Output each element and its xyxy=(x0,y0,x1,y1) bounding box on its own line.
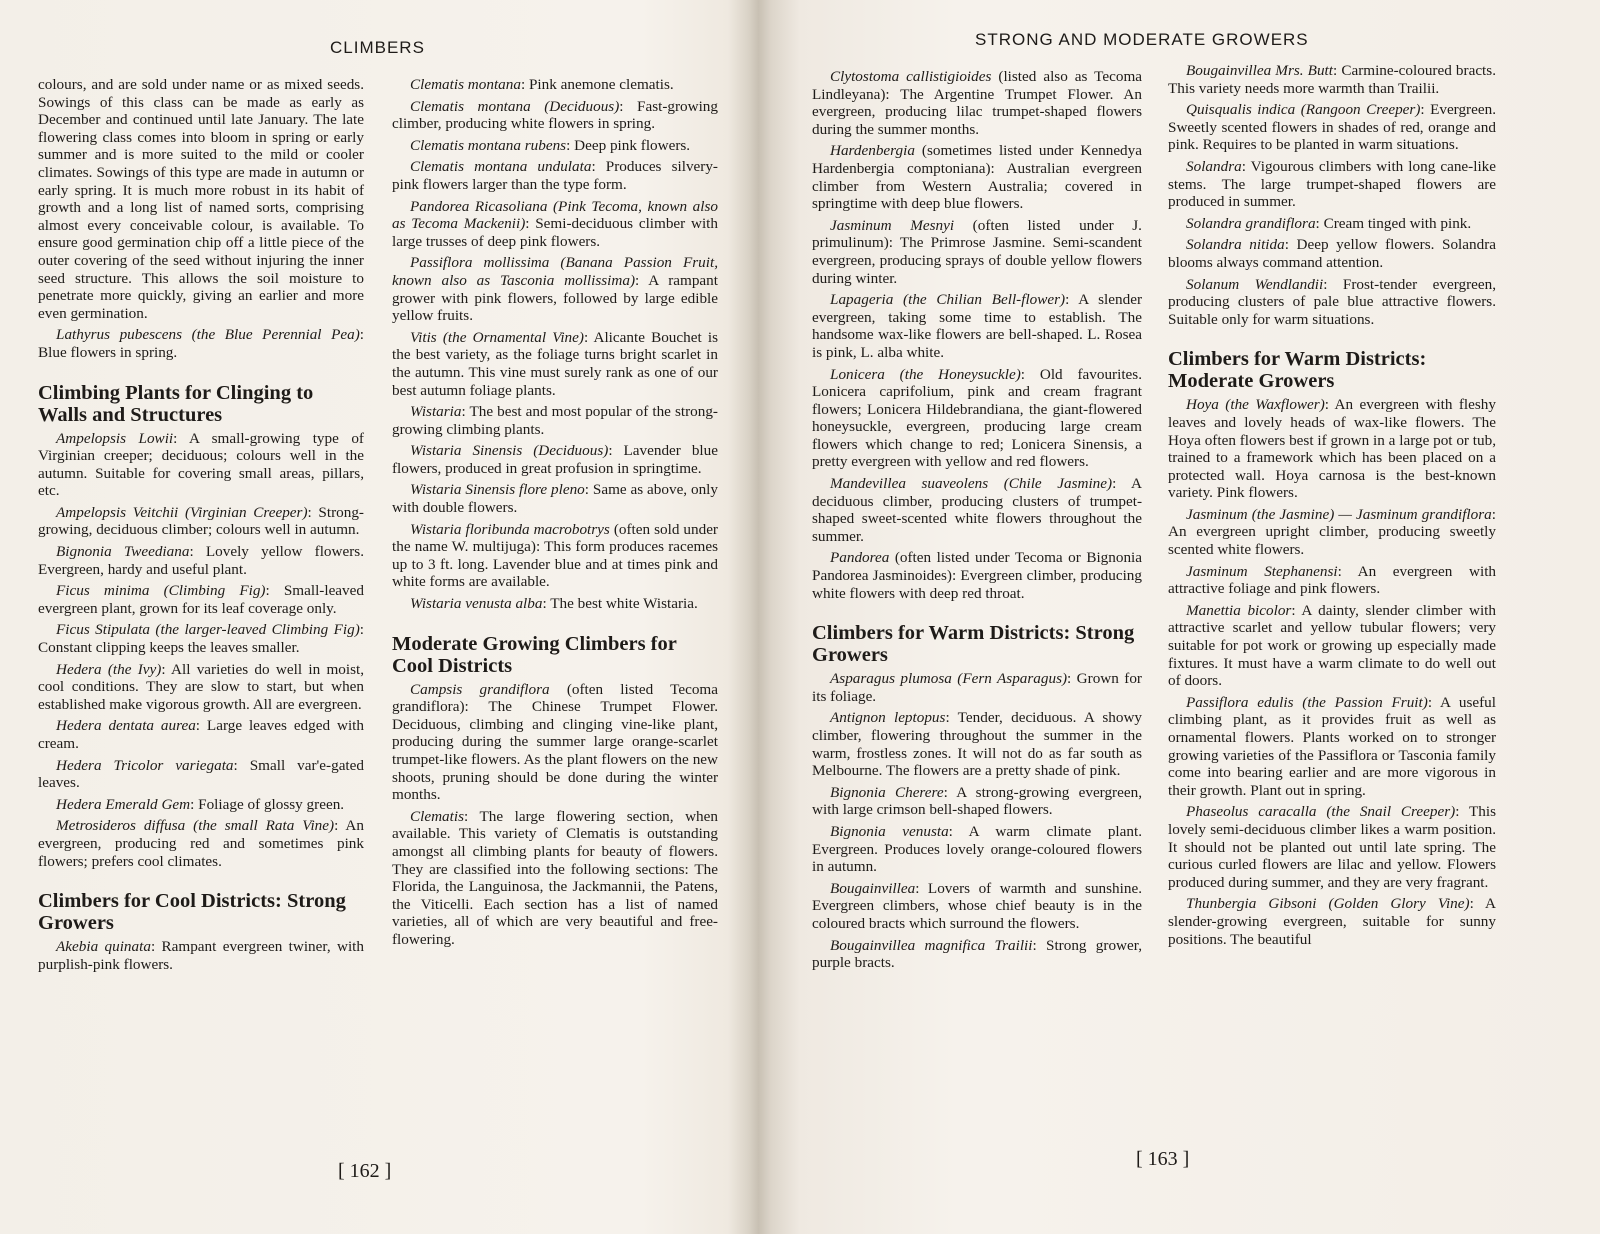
plant-description: : Evergreen. Sweetly scented flowers in shades of red, orange and pink. Requires to be planted in warm situations. xyxy=(1168,101,1496,154)
plant-name: Wistaria floribunda macrobotrys xyxy=(410,520,610,538)
plant-name: Solandra xyxy=(1186,157,1242,175)
plant-name: Quisqualis indica (Rangoon Creeper) xyxy=(1186,101,1421,119)
plant-name: Phaseolus caracalla (the Snail Creeper) xyxy=(1186,803,1456,821)
section-heading: Climbers for Warm Districts: Moderate Growers xyxy=(1168,348,1427,393)
plant-description: : Lovely yellow flowers. Evergreen, hardy and useful plant. xyxy=(38,543,365,578)
plant-entry xyxy=(38,757,364,792)
plant-name: Ampelopsis Veitchii (Virginian Creeper) xyxy=(56,503,308,521)
plant-name: Solandra nitida xyxy=(1186,236,1285,254)
plant-entry xyxy=(392,808,718,949)
plant-description: : A useful climbing plant, as it provides fruit as well as ornamental flowers. Plants worked on to stronger growing varieties of the Passiflora or Tasconia family come into bearing earlier and are more vigorous in their growth. Plant out in spring. xyxy=(1168,693,1496,799)
plant-entry xyxy=(392,198,718,251)
plant-entry xyxy=(38,717,364,752)
plant-name: Wistaria Sinensis (Deciduous) xyxy=(410,442,609,460)
plant-entry xyxy=(1168,803,1496,891)
plant-name: Ficus Stipulata (the larger-leaved Climbing Fig) xyxy=(56,621,360,639)
plant-name: Clematis montana rubens xyxy=(410,136,567,154)
plant-description: : Old favourites. Lonicera caprifolium, pink and cream fragrant flowers; Lonicera Hildebrandiana, the giant-flowered honeysuckle, evergreen, producing large cream flowers which change to red; Lonicera Sinensis, a pretty evergreen with yellow and red flowers. xyxy=(812,365,1142,471)
plant-description: : Vigourous climbers with long cane-like stems. The large trumpet-shaped flowers are produced in summer. xyxy=(1168,157,1496,211)
plant-entry xyxy=(38,621,364,656)
plant-description: : The best white Wistaria. xyxy=(542,595,698,613)
plant-description: : A warm climate plant. Evergreen. Produces lovely orange-coloured flowers in autumn. xyxy=(812,822,1142,876)
plant-name: Bougainvillea Mrs. Butt xyxy=(1186,62,1333,79)
plant-name: Hedera Tricolor variegata xyxy=(56,756,234,774)
plant-description: : Constant clipping keeps the leaves smaller. xyxy=(38,621,364,657)
plant-description: : Small var'e-gated leaves. xyxy=(38,756,364,792)
plant-description: : A slender evergreen, taking some time to establish. The handsome wax-like flowers are bell-shaped. L. Rosea is pink, L. alba white. xyxy=(812,291,1142,361)
plant-description: : Semi-deciduous climber with large trusses of deep pink flowers. xyxy=(392,215,718,250)
plant-entry xyxy=(1168,101,1496,154)
plant-description: (often listed Tecoma grandiflora): The Chinese Trumpet Flower. Deciduous, climbing and clinging vine-like plant, producing during the summer large orange-scarlet trumpet-like flowers. As the plant flowers on the new shoots, pruning should be done during the winter months. xyxy=(392,680,718,804)
plant-description: : The best and most popular of the strong-growing climbing plants. xyxy=(392,403,718,438)
plant-description: : Frost-tender evergreen, producing clusters of pale blue attractive flowers. Suitable only for warm situations. xyxy=(1168,275,1497,328)
plant-entry xyxy=(392,481,718,516)
plant-name: Ficus minima (Climbing Fig) xyxy=(56,582,266,600)
right-page-column-1 xyxy=(812,68,1142,976)
plant-name: Solanum Wendlandii xyxy=(1186,275,1324,293)
plant-description: : Deep yellow flowers. Solandra blooms always command attention. xyxy=(1168,236,1496,271)
plant-description: : A strong-growing evergreen, with large crimson bell-shaped flowers. xyxy=(812,783,1142,819)
plant-name: Bignonia Tweediana xyxy=(56,543,190,561)
plant-entry xyxy=(812,549,1142,602)
plant-name: Lapageria (the Chilian Bell-flower) xyxy=(830,291,1066,309)
plant-entry xyxy=(812,217,1142,287)
plant-description: (sometimes listed under Kennedya Hardenbergia comptoniana): Australian evergreen climber from Western Australia; covered in springtime with deep blue flowers. xyxy=(812,142,1142,213)
plant-name: Akebia quinata xyxy=(56,938,151,956)
plant-name: Hedera (the Ivy) xyxy=(56,660,162,678)
plant-name: Lathyrus pubescens (the Blue Perennial Pea) xyxy=(56,326,360,344)
plant-description: : Grown for its foliage. xyxy=(812,670,1142,705)
plant-description: : Cream tinged with pink. xyxy=(1315,214,1472,232)
plant-entry xyxy=(1168,62,1496,97)
plant-entry xyxy=(812,784,1142,819)
plant-description: : An evergreen with attractive foliage and pink flowers. xyxy=(1168,562,1497,598)
plant-entry xyxy=(38,661,364,714)
plant-description: : Rampant evergreen twiner, with purplish-pink flowers. xyxy=(38,938,364,973)
plant-entry xyxy=(1168,236,1496,271)
plant-entry xyxy=(1168,158,1496,211)
plant-name: Wistaria xyxy=(410,403,462,421)
plant-entry xyxy=(812,366,1142,472)
section-heading: Climbers for Warm Districts: Strong Growers xyxy=(812,622,1135,667)
plant-description: : Pink anemone clematis. xyxy=(520,76,674,93)
plant-description: : Tender, deciduous. A showy climber, flowering throughout the summer in the warm, frostless zones. It will not do as far south as Melbourne. The flowers are a pretty shade of pink. xyxy=(812,709,1143,780)
plant-entry xyxy=(812,670,1142,705)
plant-name: Solandra grandiflora xyxy=(1186,214,1316,232)
plant-name: Hardenbergia xyxy=(830,142,915,160)
plant-description: (often sold under the name W. multijuga): This form produces racemes up to 3 ft. long. Lavender blue and at times pink and white forms are available. xyxy=(392,520,718,591)
plant-entry xyxy=(392,76,718,94)
plant-description: : A dainty, slender climber with attractive scarlet and yellow tubular flowers; very suitable for pot work or growing up especially made fixtures. It must have a warm climate to do well out of doors. xyxy=(1168,601,1496,690)
plant-name: Antignon leptopus xyxy=(830,709,946,727)
page-number-left: [ 162 ] xyxy=(338,1160,392,1182)
plant-entry xyxy=(1168,506,1496,559)
plant-entry xyxy=(392,329,718,399)
plant-description: : Large leaves edged with cream. xyxy=(38,717,364,752)
plant-entry xyxy=(812,475,1142,545)
plant-entry xyxy=(38,796,364,814)
plant-description: (often listed under J. primulinum): The Primrose Jasmine. Semi-scandent evergreen, producing sprays of double yellow flowers during winter. xyxy=(812,216,1142,287)
plant-description: : This lovely semi-deciduous climber likes a warm position. It should not be planted out until late spring. The curious curled flowers are lilac and yellow. Flowers produced during summer, and they are very fragrant. xyxy=(1168,803,1496,891)
plant-description: : An evergreen, producing red and sometimes pink flowers; prefers cool climates. xyxy=(38,817,364,870)
plant-name: Thunbergia Gibsoni (Golden Glory Vine) xyxy=(1186,895,1470,913)
plant-description: : An evergreen with fleshy leaves and lovely heads of wax-like flowers. The Hoya often flowers best if grown in a large pot or tub, trained to a framework which has been placed on a protected wall. Hoya carnosa is the best-known variety. Pink flowers. xyxy=(1168,396,1496,502)
plant-name: Hedera Emerald Gem xyxy=(56,795,191,813)
plant-entry xyxy=(812,142,1142,212)
plant-name: Clematis xyxy=(410,807,465,825)
plant-entry xyxy=(812,880,1142,933)
plant-name: Bignonia Cherere xyxy=(830,783,944,801)
plant-entry xyxy=(392,442,718,477)
plant-name: Metrosideros diffusa (the small Rata Vine) xyxy=(56,817,335,835)
plant-name: Clematis montana undulata xyxy=(410,158,592,176)
plant-entry xyxy=(1168,694,1496,800)
plant-name: Hedera dentata aurea xyxy=(56,717,196,735)
plant-entry xyxy=(38,817,364,870)
plant-description: : Carmine-coloured bracts. This variety needs more warmth than Trailii. xyxy=(1168,62,1496,97)
section-heading: Moderate Growing Climbers for Cool Districts xyxy=(392,632,677,677)
plant-name: Clematis montana xyxy=(410,76,521,93)
plant-entry xyxy=(392,254,718,324)
plant-description: : Blue flowers in spring. xyxy=(38,326,364,361)
plant-description: : Lovers of warmth and sunshine. Evergreen climbers, whose chief beauty is in the coloured bracts which surround the flowers. xyxy=(812,879,1142,932)
plant-description: : Deep pink flowers. xyxy=(566,136,691,154)
plant-name: Clytostoma callistigioides xyxy=(830,68,992,85)
plant-name: Pandorea Ricasoliana (Pink Tecoma, known also as Tecoma Mackenii) xyxy=(392,197,718,233)
plant-description: : A small-growing type of Virginian creeper; deciduous; colours well in the autumn. Suitable for covering small areas, pillars, etc. xyxy=(38,429,364,500)
plant-name: Ampelopsis Lowii xyxy=(56,429,174,447)
plant-entry xyxy=(38,430,364,500)
plant-entry xyxy=(392,137,718,155)
plant-entry xyxy=(392,98,718,133)
plant-name: Clematis montana (Deciduous) xyxy=(410,97,620,115)
running-head-right: STRONG AND MODERATE GROWERS xyxy=(975,30,1309,49)
plant-description: colours, and are sold under name or as mixed seeds. Sowings of this class can be made as early as December and continued until late January. The late flowering class comes into bloom in spring or early summer and is more suited to the mild or cooler climates. Sowings of this type are made in autumn or early spring. It is much more robust in its habit of growth and a long list of named sorts, comprising almost every conceivable colour, is available. To ensure good germination chip off a little piece of the outer covering of the seed without injuring the inner seed structure. This allows the soil moisture to penetrate more quickly, giving an earlier and more even germination. xyxy=(38,76,364,322)
plant-name: Jasminum Stephanensi xyxy=(1186,562,1338,580)
plant-name: Pandorea xyxy=(830,549,890,567)
plant-description: : Strong-growing, deciduous climber; colours well in autumn. xyxy=(38,503,364,539)
plant-entry xyxy=(392,681,718,804)
plant-entry xyxy=(38,543,364,578)
plant-name: Hoya (the Waxflower) xyxy=(1186,396,1325,414)
plant-description: : Produces silvery-pink flowers larger than the type form. xyxy=(392,158,718,193)
plant-description: : A rampant grower with pink flowers, followed by large edible yellow fruits. xyxy=(392,271,718,325)
plant-entry xyxy=(392,595,718,613)
plant-description: : Foliage of glossy green. xyxy=(190,795,345,813)
plant-name: Campsis grandiflora xyxy=(410,680,550,698)
plant-entry xyxy=(38,938,364,973)
left-page-column-1 xyxy=(38,76,364,977)
plant-entry xyxy=(812,291,1142,361)
plant-entry xyxy=(812,937,1142,972)
plant-description: : Same as above, only with double flowers. xyxy=(392,481,718,517)
plant-description: : An evergreen upright climber, producing sweetly scented white flowers. xyxy=(1168,505,1496,559)
plant-entry xyxy=(38,326,364,361)
plant-entry xyxy=(1168,563,1496,598)
right-page-column-2 xyxy=(1168,62,1496,952)
plant-entry xyxy=(392,521,718,591)
plant-description: : The large flowering section, when available. This variety of Clematis is outstanding amongst all climbing plants for beauty of flowers. They are classified into the following sections: The Florida, the Languinosa, the Jackmannii, the Patens, the Viticelli. Each section has a list of named varieties, all of which are very beautiful and free-flowering. xyxy=(392,807,718,948)
plant-entry xyxy=(1168,396,1496,502)
plant-name: Wistaria venusta alba xyxy=(410,595,543,613)
plant-name: Jasminum Mesnyi xyxy=(830,216,955,234)
left-page-column-2 xyxy=(392,76,718,953)
plant-name: Bougainvillea xyxy=(830,879,916,897)
plant-entry xyxy=(812,823,1142,876)
plant-name: Passiflora edulis (the Passion Fruit) xyxy=(1186,693,1428,711)
plant-entry xyxy=(812,68,1142,138)
plant-entry xyxy=(812,709,1142,779)
plant-entry xyxy=(38,504,364,539)
plant-description: : Strong grower, purple bracts. xyxy=(812,936,1142,972)
plant-name: Lonicera (the Honeysuckle) xyxy=(830,365,1021,383)
plant-description: : Small-leaved evergreen plant, grown for its leaf coverage only. xyxy=(38,582,364,617)
plant-entry xyxy=(1168,276,1496,329)
plant-entry xyxy=(1168,895,1496,948)
plant-description: (listed also as Tecoma Lindleyana): The Argentine Trumpet Flower. An evergreen, producing lilac trumpet-shaped flowers during the summer months. xyxy=(812,68,1143,138)
plant-name: Vitis (the Ornamental Vine) xyxy=(410,328,584,346)
plant-name: Bougainvillea magnifica Trailii xyxy=(830,936,1033,954)
plant-entry xyxy=(1168,602,1496,690)
plant-name: Wistaria Sinensis flore pleno xyxy=(410,481,585,499)
plant-description: (often listed under Tecoma or Bignonia Pandorea Jasminoides): Evergreen climber, producing white flowers with deep red throat. xyxy=(812,549,1142,602)
plant-description: : Fast-growing climber, producing white flowers in spring. xyxy=(392,97,718,133)
plant-name: Mandevillea suaveolens (Chile Jasmine) xyxy=(830,475,1113,493)
plant-name: Bignonia venusta xyxy=(830,822,949,840)
plant-name: Passiflora mollissima (Banana Passion Fruit, known also as Tasconia mollissima) xyxy=(392,254,718,289)
plant-description: : A deciduous climber, producing clusters of trumpet-shaped sweet-scented white flowers throughout the summer. xyxy=(812,475,1142,545)
section-heading: Climbers for Cool Districts: Strong Growers xyxy=(38,890,346,935)
plant-entry xyxy=(38,76,364,322)
running-head-left: CLIMBERS xyxy=(330,38,425,57)
plant-name: Asparagus plumosa (Fern Asparagus) xyxy=(830,670,1068,688)
plant-entry xyxy=(392,158,718,193)
plant-description: : Lavender blue flowers, produced in great profusion in springtime. xyxy=(392,442,718,477)
plant-name: Manettia bicolor xyxy=(1186,601,1292,619)
page-number-right: [ 163 ] xyxy=(1136,1148,1190,1170)
plant-description: : A slender-growing evergreen, suitable for sunny positions. The beautiful xyxy=(1168,895,1496,948)
plant-description: : Alicante Bouchet is the best variety, as the foliage turns bright scarlet in the autumn. This vine must surely rank as one of our best autumn foliage plants. xyxy=(392,328,718,399)
plant-description: : All varieties do well in moist, cool conditions. They are slow to start, but when established make vigorous growth. All are evergreen. xyxy=(38,660,364,713)
plant-entry xyxy=(38,582,364,617)
plant-entry xyxy=(392,403,718,438)
section-heading: Climbing Plants for Clinging to Walls and Structures xyxy=(38,381,314,426)
plant-entry xyxy=(1168,215,1496,233)
plant-name: Jasminum (the Jasmine) — Jasminum grandiflora xyxy=(1186,505,1492,523)
